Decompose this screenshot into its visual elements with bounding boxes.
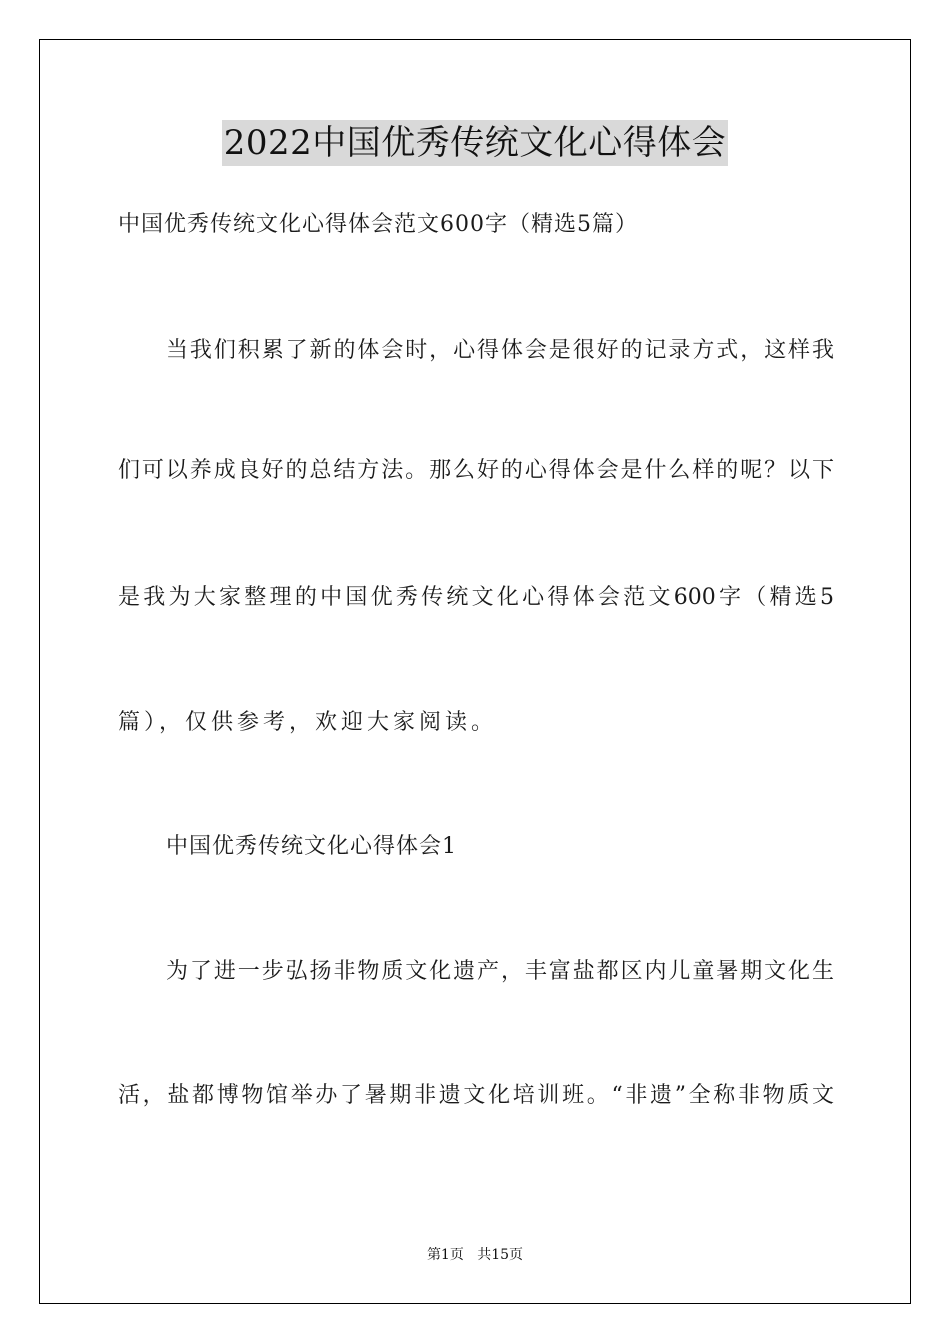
page-number: 第1页 xyxy=(426,1247,464,1263)
document-subtitle: 中国优秀传统文化心得体会范文600字（精选5篇） xyxy=(118,212,638,237)
paragraph-line: 当我们积累了新的体会时，心得体会是很好的记录方式，这样我 xyxy=(166,338,834,363)
document-title: 2022中国优秀传统文化心得体会 xyxy=(222,120,729,166)
paragraph-line: 篇），仅供参考，欢迎大家阅读。 xyxy=(118,710,498,735)
section-heading: 中国优秀传统文化心得体会1 xyxy=(166,834,457,859)
paragraph-line: 活，盐都博物馆举办了暑期非遗文化培训班。“非遗”全称非物质文 xyxy=(118,1083,834,1108)
page-footer xyxy=(0,1245,950,1265)
paragraph-line: 为了进一步弘扬非物质文化遗产，丰富盐都区内儿童暑期文化生 xyxy=(166,959,834,984)
paragraph-line: 们可以养成良好的总结方法。那么好的心得体会是什么样的呢？以下 xyxy=(118,458,834,483)
title-container xyxy=(0,120,950,166)
paragraph-line: 是我为大家整理的中国优秀传统文化心得体会范文600字（精选5 xyxy=(118,585,834,610)
page-total: 共15页 xyxy=(477,1247,524,1263)
